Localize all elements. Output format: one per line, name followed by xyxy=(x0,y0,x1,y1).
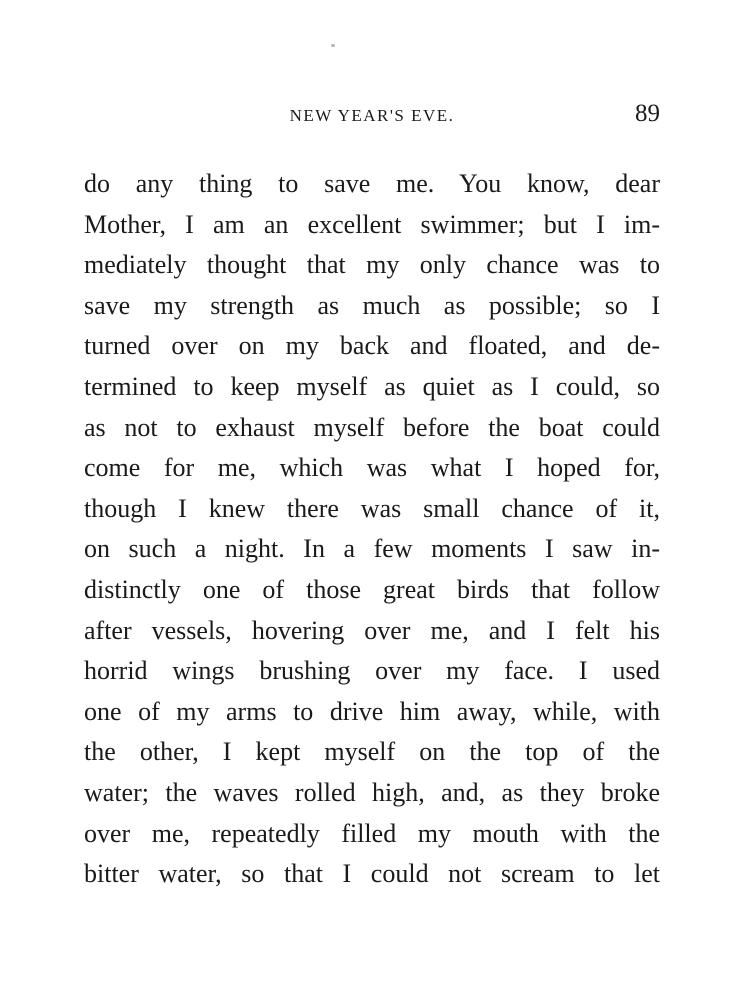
print-speck xyxy=(331,44,335,47)
text-line: on such a night. In a few moments I saw in- xyxy=(84,534,660,564)
page-number: 89 xyxy=(635,100,660,127)
running-title: NEW YEAR'S EVE. xyxy=(289,106,455,125)
text-line: bitter water, so that I could not scream to let xyxy=(84,859,660,889)
text-line: do any thing to save me. You know, dear xyxy=(84,169,660,198)
text-line: the other, I kept myself on the top of the xyxy=(84,737,660,767)
text-line: save my strength as much as possible; so I xyxy=(84,290,660,320)
text-line: termined to keep myself as quiet as I could, so xyxy=(84,371,660,401)
text-line: water; the waves rolled high, and, as they broke xyxy=(84,777,660,807)
text-line: one of my arms to drive him away, while, with xyxy=(84,696,660,726)
text-line: as not to exhaust myself before the boat could xyxy=(84,412,660,442)
text-line: mediately thought that my only chance was to xyxy=(84,250,660,280)
page-header xyxy=(84,100,660,136)
text-line: though I knew there was small chance of it, xyxy=(84,493,660,523)
text-line: after vessels, hovering over me, and I felt his xyxy=(84,615,660,645)
text-line: Mother, I am an excellent swimmer; but I im- xyxy=(84,209,660,239)
text-line: come for me, which was what I hoped for, xyxy=(84,453,660,483)
text-line: horrid wings brushing over my face. I used xyxy=(84,656,660,686)
body-text xyxy=(84,164,660,895)
text-line: turned over on my back and floated, and de- xyxy=(84,331,660,361)
text-line: distinctly one of those great birds that follow xyxy=(84,574,660,604)
text-line: over me, repeatedly filled my mouth with the xyxy=(84,818,660,848)
